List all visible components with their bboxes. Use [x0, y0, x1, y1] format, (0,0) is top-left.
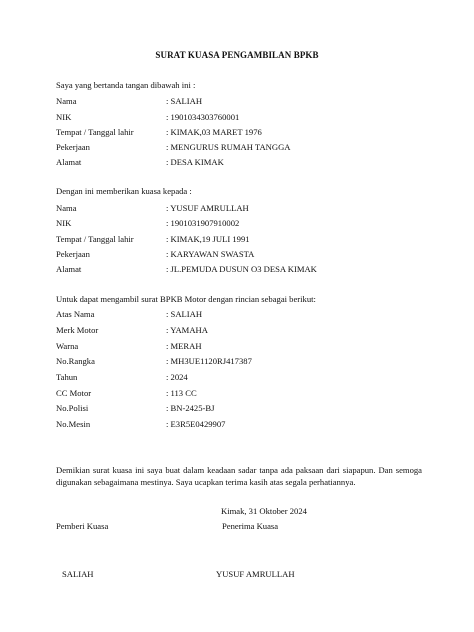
- place-date: Kimak, 31 Oktober 2024: [221, 506, 307, 516]
- field-value: : 2024: [166, 372, 188, 382]
- penerima-signature-name: YUSUF AMRULLAH: [216, 569, 295, 579]
- field-value: : MENGURUS RUMAH TANGGA: [166, 142, 291, 152]
- field-label: Tempat / Tanggal lahir: [56, 127, 134, 137]
- field-label: No.Polisi: [56, 403, 89, 413]
- purpose-intro-text: Untuk dapat mengambil surat BPKB Motor dengan rincian sebagai berikut:: [56, 294, 316, 304]
- field-value: : DESA KIMAK: [166, 157, 224, 167]
- field-label: NIK: [56, 112, 72, 122]
- field-label: Warna: [56, 341, 79, 351]
- field-label: Alamat: [56, 264, 82, 274]
- field-label: Pekerjaan: [56, 249, 90, 259]
- field-label: CC Motor: [56, 388, 92, 398]
- field-label: Nama: [56, 203, 77, 213]
- field-label: Tempat / Tanggal lahir: [56, 234, 134, 244]
- field-value: : MERAH: [166, 341, 202, 351]
- field-label: No.Mesin: [56, 419, 91, 429]
- pemberi-kuasa-label: Pemberi Kuasa: [56, 521, 109, 531]
- field-value: : 113 CC: [166, 388, 197, 398]
- field-value: : KIMAK,03 MARET 1976: [166, 127, 262, 137]
- field-label: NIK: [56, 218, 72, 228]
- field-label: No.Rangka: [56, 356, 95, 366]
- field-value: : 1901034303760001: [166, 112, 240, 122]
- field-value: : E3R5E0429907: [166, 419, 226, 429]
- field-label: Pekerjaan: [56, 142, 90, 152]
- field-value: : MH3UE1120RJ417387: [166, 356, 252, 366]
- field-label: Nama: [56, 96, 77, 106]
- field-value: : 1901031907910002: [166, 218, 240, 228]
- pemberi-signature-name: SALIAH: [62, 569, 94, 579]
- field-value: : YAMAHA: [166, 325, 208, 335]
- field-value: : SALIAH: [166, 96, 203, 106]
- document-title: SURAT KUASA PENGAMBILAN BPKB: [155, 50, 319, 60]
- field-label: Merk Motor: [56, 325, 99, 335]
- field-value: : BN-2425-BJ: [166, 403, 215, 413]
- field-value: : SALIAH: [166, 309, 203, 319]
- field-value: : KIMAK,19 JULI 1991: [166, 234, 250, 244]
- field-value: : JL.PEMUDA DUSUN O3 DESA KIMAK: [166, 264, 317, 274]
- field-label: Tahun: [56, 372, 78, 382]
- field-label: Atas Nama: [56, 309, 95, 319]
- penerima-kuasa-label: Penerima Kuasa: [222, 521, 279, 531]
- closing-paragraph: Demikian surat kuasa ini saya buat dalam keadaan sadar tanpa ada paksaan dari siapapun. Dan semoga digunakan sebagaimana mestinya. Saya ucapkan terima kasih atas segala perhatiannya.: [56, 465, 422, 487]
- field-value: : KARYAWAN SWASTA: [166, 249, 255, 259]
- kuasa-intro-text: Dengan ini memberikan kuasa kepada :: [56, 186, 192, 196]
- field-value: : YUSUF AMRULLAH: [166, 203, 249, 213]
- field-label: Alamat: [56, 157, 82, 167]
- intro-text: Saya yang bertanda tangan dibawah ini :: [56, 80, 196, 90]
